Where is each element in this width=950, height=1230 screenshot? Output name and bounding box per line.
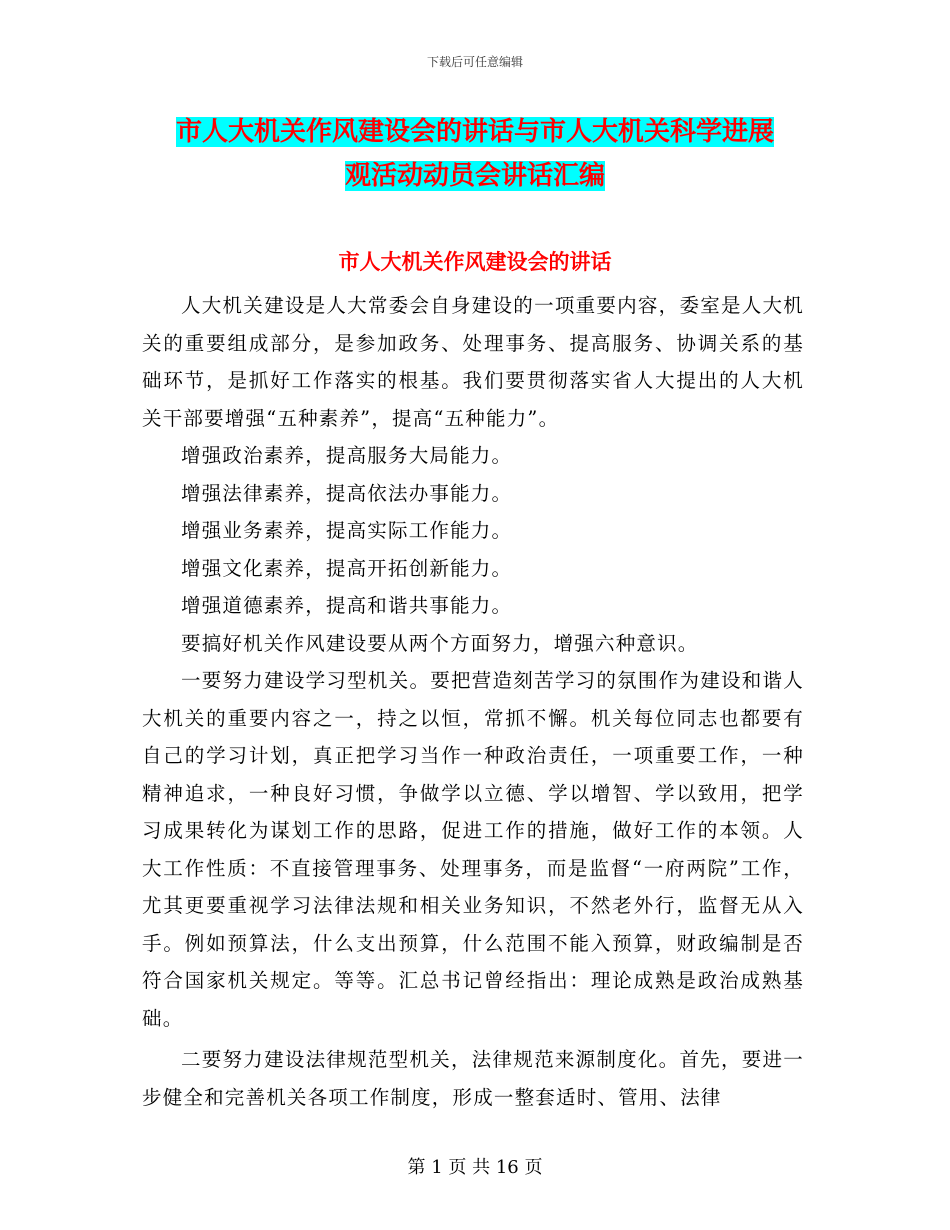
paragraph: 要搞好机关作风建设要从两个方面努力，增强六种意识。 bbox=[181, 631, 699, 655]
section-title: 市人大机关作风建设会的讲话 bbox=[338, 250, 612, 274]
document-title-line-2: 观活动动员会讲话汇编 bbox=[344, 161, 605, 191]
paragraph: 增强政治素养，提高服务大局能力。 bbox=[181, 444, 513, 467]
body-text bbox=[142, 287, 804, 1116]
paragraph: 增强法律素养，提高依法办事能力。 bbox=[181, 481, 513, 505]
paragraph: 增强道德素养，提高和谐共事能力。 bbox=[181, 594, 513, 617]
paragraph: 一要努力建设学习型机关。要把营造刻苦学习的氛围作为建设和谐人大机关的重要内容之一，持之以恒，常抓不懈。机关每位同志也都要有自己的学习计划，真正把学习当作一种政治责任，一项重要工作，一种精神追求，一种良好习惯，争做学以立德、学以增智、学以致用，把学习成果转化为谋划工作的思路，促进工作的措施，做好工作的本领。人大工作性质：不直接管理事务、处理事务，而是监督“一府两院”工作，尤其更要重视学习法律法规和相关业务知识，不然老外行，监督无从入手。例如预算法，什么支出预算，什么范围不能入预算，财政编制是否符合国家机关规定。等等。汇总书记曾经指出：理论成熟是政治成熟基础。 bbox=[142, 669, 804, 1030]
paragraph: 增强业务素养，提高实际工作能力。 bbox=[181, 519, 513, 542]
paragraph: 人大机关建设是人大常委会自身建设的一项重要内容，委室是人大机关的重要组成部分，是参加政务、处理事务、提高服务、协调关系的基础环节，是抓好工作落实的根基。我们要贯彻落实省人大提出的人大机关干部要增强“五种素养”，提高“五种能力”。 bbox=[142, 294, 804, 430]
paragraph: 增强文化素养，提高开拓创新能力。 bbox=[181, 556, 513, 580]
document-title bbox=[140, 110, 810, 198]
paragraph: 二要努力建设法律规范型机关，法律规范来源制度化。首先，要进一步健全和完善机关各项工作制度，形成一整套适时、管用、法律 bbox=[142, 1048, 804, 1109]
page-footer: 第 1 页 共 16 页 bbox=[407, 1157, 543, 1178]
document-title-line-1: 市人大机关作风建设会的讲话与市人大机关科学进展 bbox=[175, 117, 774, 147]
page-header-note: 下载后可任意编辑 bbox=[426, 55, 523, 69]
